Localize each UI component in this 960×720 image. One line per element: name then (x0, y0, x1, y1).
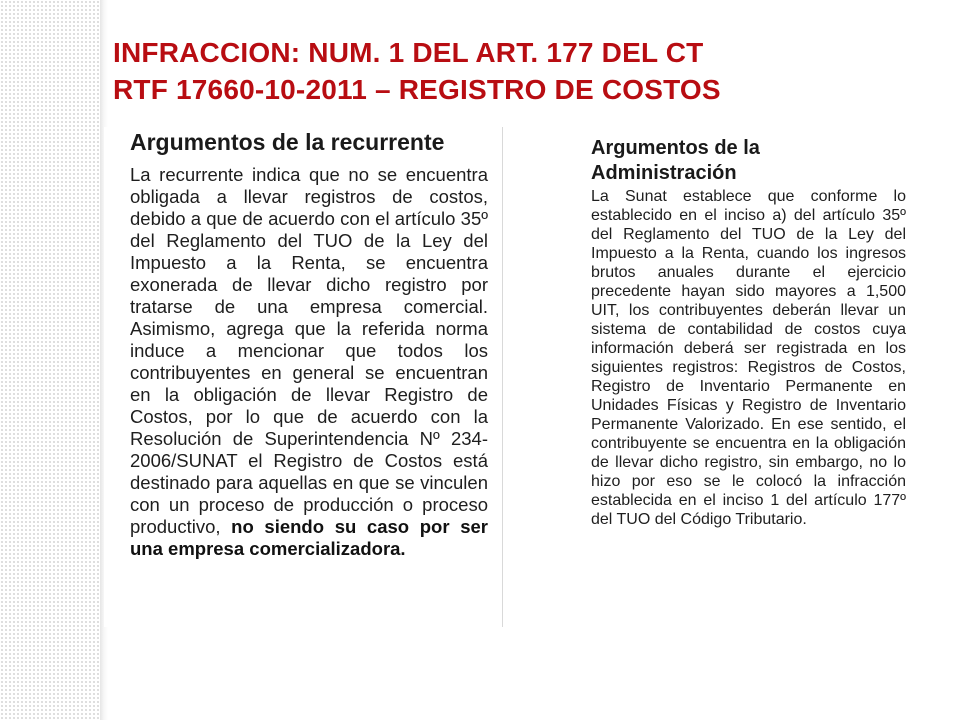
recurrente-body-text: La recurrente indica que no se encuentra obligada a llevar registros de costos, debido a que de acuerdo con el artículo 35º del Reglamento del TUO de la Ley del Impuesto a la Renta, se encuentra exonerada de llevar dicho registro por tratarse de una empresa comercial. Asimismo, agrega que la referida norma induce a mencionar que todos los contribuyentes en general se encuentran en la obligación de llevar Registro de Costos, por lo que de acuerdo con la Resolución de Superintendencia Nº 234-2006/SUNAT el Registro de Costos está destinado para aquellas en que se vinculen con un proceso de producción o proceso productivo, (130, 164, 488, 537)
recurrente-heading: Argumentos de la recurrente (130, 129, 445, 155)
recurrente-body (130, 164, 488, 560)
dotted-side-band (0, 0, 100, 720)
administracion-column (574, 127, 904, 607)
recurrente-body-bold: no siendo su caso por ser una empresa comercializadora. (130, 516, 488, 559)
slide-title-line-1: INFRACCION: NUM. 1 DEL ART. 177 DEL CT (113, 37, 704, 68)
slide-title (113, 34, 943, 108)
newspaper-clipping (104, 127, 904, 629)
administracion-heading: Argumentos de la Administración (591, 137, 760, 184)
slide-title-line-2: RTF 17660-10-2011 – REGISTRO DE COSTOS (113, 74, 721, 105)
administracion-body: La Sunat establece que conforme lo establecido en el inciso a) del artículo 35º del Reglamento del TUO de la Ley del Impuesto a la Renta, cuando los ingresos brutos anuales durante el ejercicio precedente hayan sido mayores a 1,500 UIT, los contribuyentes deberán llevar un sistema de contabilidad de costos cuya información deberá ser registrada en los siguientes registros: Registros de Costos, Registro de Inventario Permanente en Unidades Físicas y Registro de Inventario Permanente Valorizado. En ese sentido, el contribuyente se encuentra en la obligación de llevar dicho registro, sin embargo, no lo hizo por eso se le colocó la infracción establecida en el inciso 1 del artículo 177º del TUO del Código Tributario. (591, 188, 906, 528)
recurrente-column (104, 127, 503, 627)
